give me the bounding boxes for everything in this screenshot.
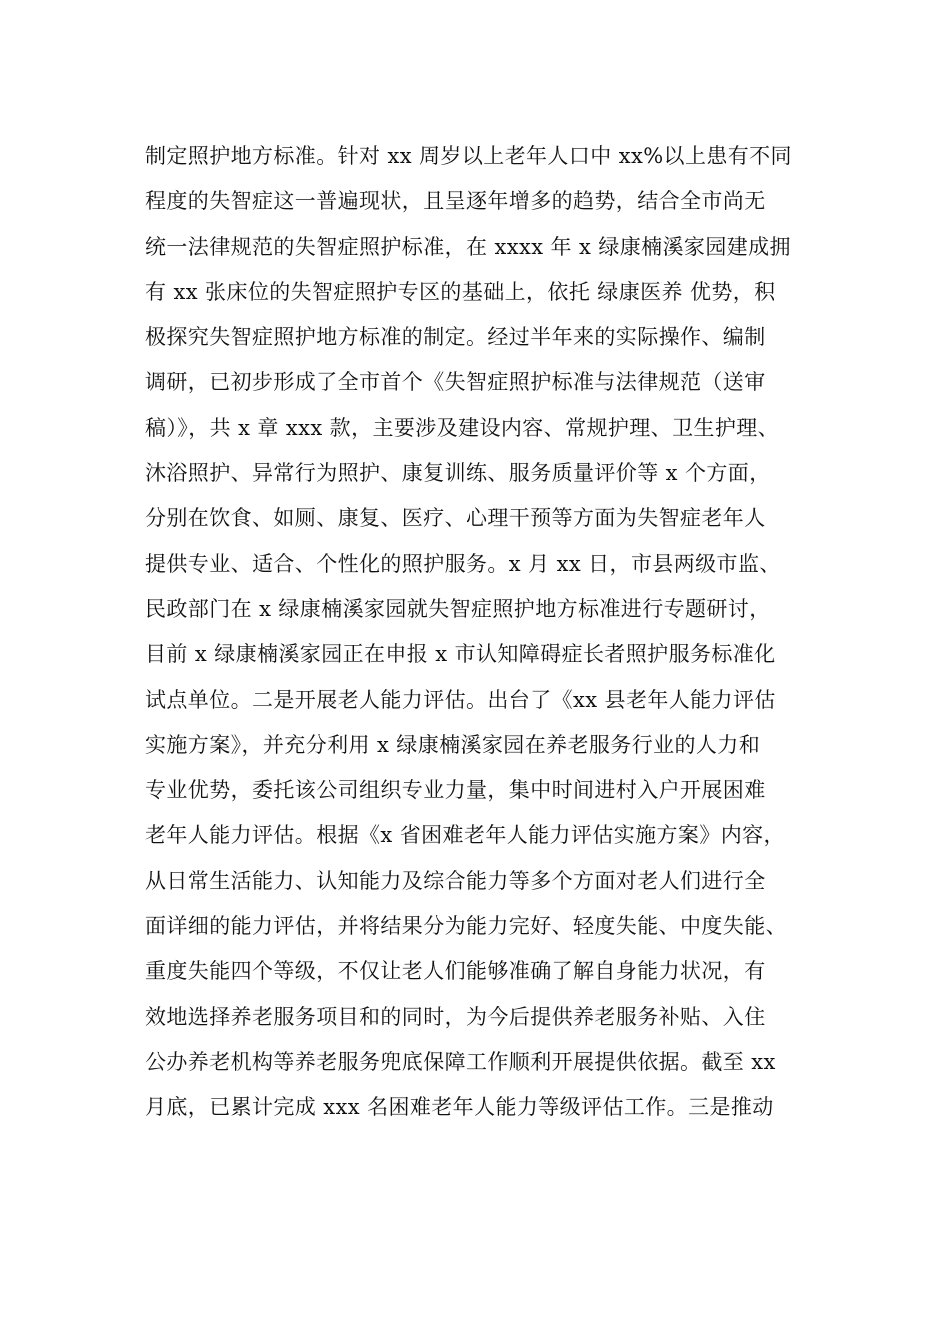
text-line: 老年人能力评估。根据《x 省困难老年人能力评估实施方案》内容，: [145, 823, 785, 848]
text-line: 统一法律规范的失智症照护标准，在 xxxx 年 x 绿康楠溪家园建成拥: [145, 234, 791, 259]
text-line: 民政部门在 x 绿康楠溪家园就失智症照护地方标准进行专题研讨，: [145, 596, 771, 621]
text-line: 沐浴照护、异常行为照护、康复训练、服务质量评价等 x 个方面，: [145, 461, 771, 486]
text-line: 提供专业、适合、个性化的照护服务。x 月 xx 日，市县两级市监、: [145, 551, 781, 576]
text-line: 月底，已累计完成 xxx 名困难老年人能力等级评估工作。三是推动: [145, 1095, 774, 1120]
text-line: 分别在饮食、如厕、康复、医疗、心理干预等方面为失智症老年人: [145, 506, 766, 531]
text-line: 公办养老机构等养老服务兜底保障工作顺利开展提供依据。截至 xx: [145, 1049, 776, 1074]
text-line: 调研，已初步形成了全市首个《失智症照护标准与法律规范（送审: [145, 370, 766, 395]
text-line: 专业优势，委托该公司组织专业力量，集中时间进村入户开展困难: [145, 778, 766, 803]
text-line: 稿）》，共 x 章 xxx 款，主要涉及建设内容、常规护理、卫生护理、: [145, 415, 780, 440]
text-line: 程度的失智症这一普遍现状，且呈逐年增多的趋势，结合全市尚无: [145, 189, 766, 214]
text-line: 制定照护地方标准。针对 xx 周岁以上老年人口中 xx%以上患有不同: [145, 144, 792, 168]
text-line: 面详细的能力评估，并将结果分为能力完好、轻度失能、中度失能、: [145, 914, 787, 939]
text-line: 实施方案》，并充分利用 x 绿康楠溪家园在养老服务行业的人力和: [145, 732, 761, 757]
text-line: 效地选择养老服务项目和的同时，为今后提供养老服务补贴、入住: [145, 1004, 766, 1029]
text-line: 试点单位。二是开展老人能力评估。出台了《xx 县老年人能力评估: [145, 687, 776, 712]
text-line: 目前 x 绿康楠溪家园正在申报 x 市认知障碍症长者照护服务标准化: [145, 642, 776, 667]
text-line: 从日常生活能力、认知能力及综合能力等多个方面对老人们进行全: [145, 868, 766, 893]
body-paragraph: [145, 134, 835, 1131]
text-line: 重度失能四个等级，不仅让老人们能够准确了解自身能力状况，有: [145, 959, 766, 984]
text-line: 有 xx 张床位的失智症照护专区的基础上，依托 绿康医养 优势，积: [145, 279, 776, 304]
text-line: 极探究失智症照护地方标准的制定。经过半年来的实际操作、编制: [145, 325, 766, 350]
